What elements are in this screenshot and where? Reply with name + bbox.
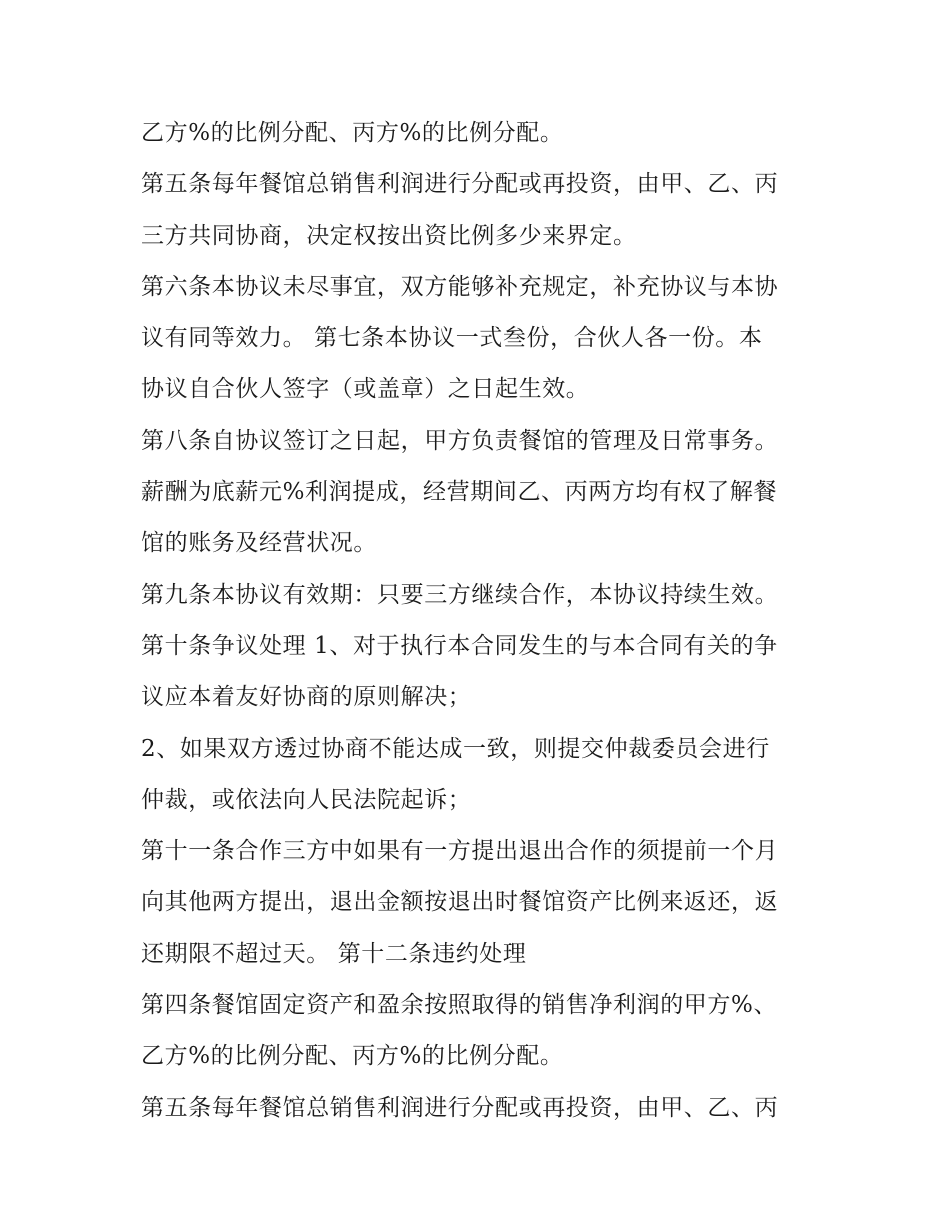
text-line: 第五条每年餐馆总销售利润进行分配或再投资，由甲、乙、丙 <box>141 171 779 198</box>
text-line: 协议自合伙人签字（或盖章）之日起生效。 <box>141 376 590 403</box>
text-line: 2、如果双方透过协商不能达成一致，则提交仲裁委员会进行 <box>141 735 770 762</box>
text-line: 第八条自协议签订之日起，甲方负责餐馆的管理及日常事务。 <box>141 427 779 454</box>
text-line: 薪酬为底薪元%利润提成，经营期间乙、丙两方均有权了解餐 <box>141 479 778 506</box>
text-line: 乙方%的比例分配、丙方%的比例分配。 <box>141 1043 564 1070</box>
text-line: 馆的账务及经营状况。 <box>141 530 377 557</box>
text-line: 还期限不超过天。 第十二条违约处理 <box>141 940 527 967</box>
text-line: 第十条争议处理 1、对于执行本合同发生的与本合同有关的争 <box>141 632 778 659</box>
text-line: 第十一条合作三方中如果有一方提出退出合作的须提前一个月 <box>141 838 779 865</box>
text-line: 议有同等效力。 第七条本协议一式叁份，合伙人各一份。本 <box>141 325 763 352</box>
text-line: 议应本着友好协商的原则解决； <box>141 684 472 711</box>
text-line: 第九条本协议有效期：只要三方继续合作，本协议持续生效。 <box>141 581 779 608</box>
text-line: 第六条本协议未尽事宜，双方能够补充规定，补充协议与本协 <box>141 273 779 300</box>
text-line: 三方共同协商，决定权按出资比例多少来界定。 <box>141 222 637 249</box>
text-line: 向其他两方提出，退出金额按退出时餐馆资产比例来返还，返 <box>141 889 779 916</box>
document-body <box>141 108 831 1134</box>
text-line: 第五条每年餐馆总销售利润进行分配或再投资，由甲、乙、丙 <box>141 1094 779 1121</box>
text-line: 乙方%的比例分配、丙方%的比例分配。 <box>141 120 564 146</box>
text-line: 第四条餐馆固定资产和盈余按照取得的销售净利润的甲方%、 <box>141 992 778 1019</box>
text-line: 仲裁，或依法向人民法院起诉； <box>141 786 472 813</box>
